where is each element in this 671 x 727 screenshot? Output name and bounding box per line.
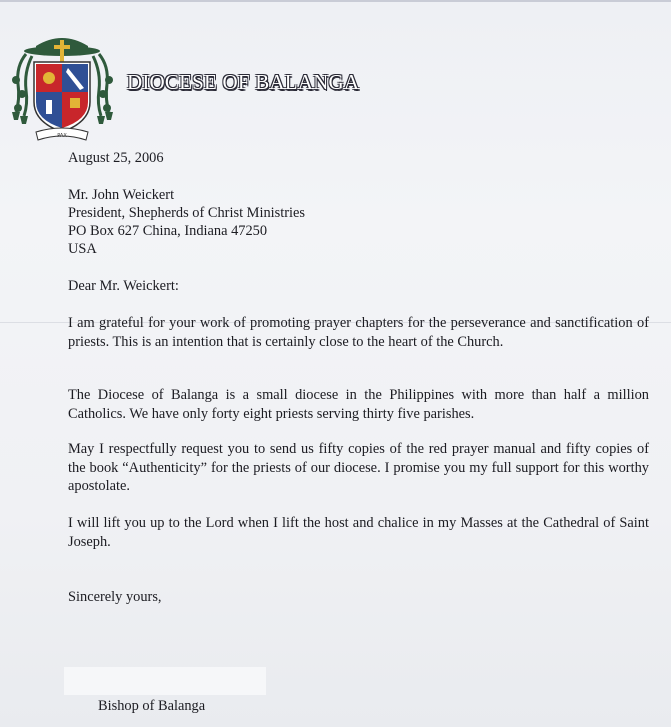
recipient-name: Mr. John Weickert (68, 187, 175, 203)
salutation: Dear Mr. Weickert: (68, 278, 179, 294)
crest-motto: PAX (57, 133, 67, 139)
recipient-title: President, Shepherds of Christ Ministries (68, 205, 306, 221)
body-paragraph-3: May I respectfully request you to send us fifty copies of the red prayer manual and fifty copies of the book “Authenticity” for the priests of our diocese. I promise you my full support for this worthy apostolate. (68, 441, 649, 494)
diocese-coat-of-arms-icon (10, 24, 115, 152)
letter-date: August 25, 2006 (68, 150, 164, 166)
signature-redaction (64, 667, 266, 695)
signer-title: Bishop of Balanga (98, 698, 206, 714)
paper-top-edge (0, 0, 671, 2)
body-paragraph-4: I will lift you up to the Lord when I lift the host and chalice in my Masses at the Cathedral of Saint Joseph. (68, 515, 649, 550)
recipient-address: PO Box 627 China, Indiana 47250 (68, 223, 268, 239)
closing: Sincerely yours, (68, 589, 162, 605)
recipient-country: USA (68, 241, 97, 257)
body-paragraph-1: I am grateful for your work of promoting prayer chapters for the perseverance and sanctification of priests. This is an intention that is certainly close to the heart of the Church. (68, 315, 649, 350)
body-paragraph-2: The Diocese of Balanga is a small diocese in the Philippines with more than half a million Catholics. We have only forty eight priests serving thirty five parishes. (68, 387, 649, 422)
letterhead-title: DIOCESE OF BALANGA (127, 70, 360, 94)
